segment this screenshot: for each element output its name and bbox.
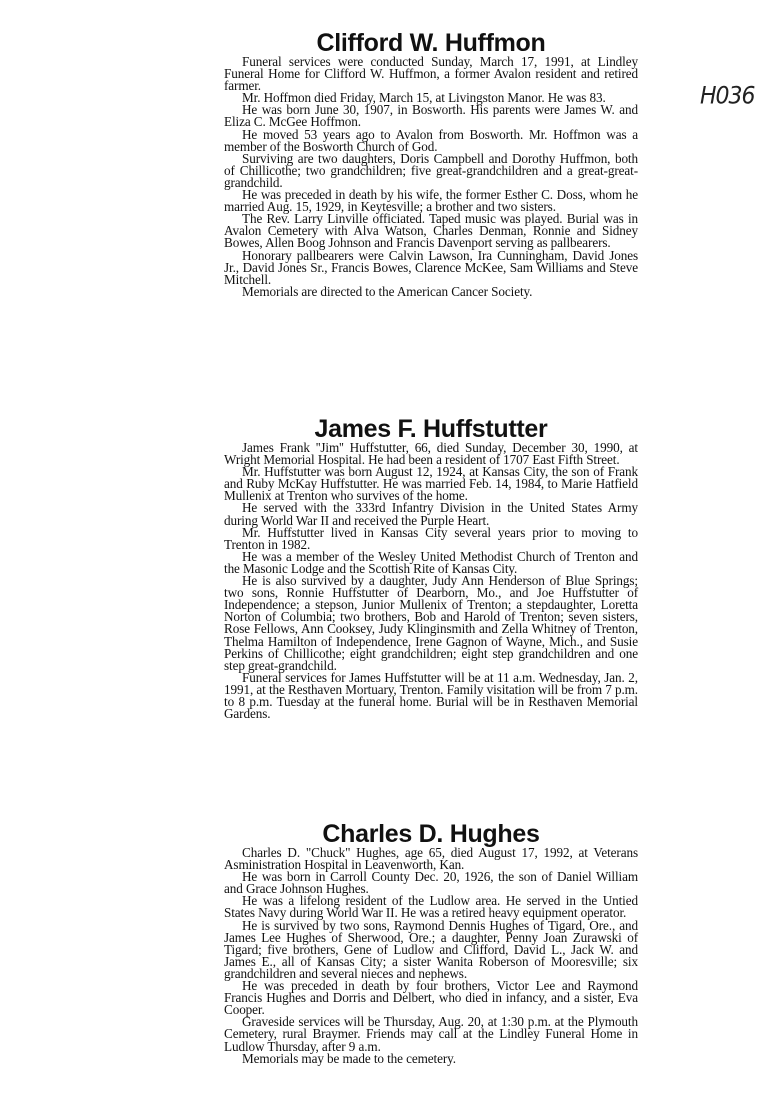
obituary-paragraph: Funeral services for James Huffstutter will be at 11 a.m. Wednesday, Jan. 2, 1991, at the Resthaven Mortuary, Trenton. Family visitation will be from 7 p.m. to 8 p.m. Tuesday at the funeral home. Burial will be in Resthaven Memorial Gardens. <box>224 669 638 722</box>
obituary-body <box>224 847 638 1065</box>
obituary-paragraph: He moved 53 years ago to Avalon from Bosworth. Mr. Hoffmon was a member of the Bosworth Church of God. <box>224 126 638 154</box>
obituary-body <box>224 442 638 720</box>
obituary-title: James F. Huffstutter <box>314 415 548 443</box>
obituary-james-huffstutter <box>224 416 638 720</box>
obituary-paragraph: Funeral services were conducted Sunday, March 17, 1991, at Lindley Funeral Home for Clifford W. Huffmon, a former Avalon resident and retired farmer. <box>224 54 638 94</box>
obituary-paragraph: The Rev. Larry Linville officiated. Taped music was played. Burial was in Avalon Cemetery with Alva Watson, Charles Denman, Ronnie and Sidney Bowes, Allen Boog Johnson and Francis Davenport serving as pallbearers. <box>224 211 638 251</box>
obituary-paragraph: Mr. Hoffmon died Friday, March 15, at Livingston Manor. He was 83. <box>242 90 606 106</box>
obituary-paragraph: He was a lifelong resident of the Ludlow area. He served in the Untied States Navy during World War II. He was a retired heavy equipment operator. <box>224 893 638 921</box>
obituary-paragraph: Mr. Huffstutter was born August 12, 1924, at Kansas City, the son of Frank and Ruby McKay Huffstutter. He was married Feb. 14, 1984, to Marie Hatfield Mullenix at Trenton who survives of the home. <box>224 464 638 504</box>
obituary-paragraph: Memorials may be made to the cemetery. <box>242 1050 456 1066</box>
obituary-paragraph: He was born in Carroll County Dec. 20, 1926, the son of Daniel William and Grace Johnson Hughes. <box>224 869 638 897</box>
obituary-clifford-huffmon <box>224 30 638 298</box>
obituary-paragraph: He is survived by two sons, Raymond Dennis Hughes of Tigard, Ore., and James Lee Hughes of Sherwood, Ore.; a daughter, Penny Joan Zurawski of Tigard; five brothers, Gene of Ludlow and Clifford, David L., Jack W. and James E., all of Kansas City; a sister Wanita Roberson of Mooresville; six grandchildren and several nieces and nephews. <box>224 917 638 981</box>
obituary-paragraph: He was preceded in death by four brothers, Victor Lee and Raymond Francis Hughes and Dorris and Delbert, who died in infancy, and a sister, Eva Cooper. <box>224 978 638 1018</box>
obituary-charles-hughes <box>224 821 638 1065</box>
obituary-paragraph: Surviving are two daughters, Doris Campbell and Dorothy Huffmon, both of Chillicothe; two grandchildren; five great-grandchildren and a great-great-grandchild. <box>224 150 638 190</box>
obituary-paragraph: He was preceded in death by his wife, the former Esther C. Doss, whom he married Aug. 15, 1929, in Keytesville; a brother and two sisters. <box>224 187 638 215</box>
obituary-paragraph: He was a member of the Wesley United Methodist Church of Trenton and the Masonic Lodge and the Scottish Rite of Kansas City. <box>224 548 638 576</box>
handwritten-annotation: H036 <box>700 82 755 111</box>
obituary-paragraph: Memorials are directed to the American Cancer Society. <box>242 283 533 299</box>
obituary-paragraph: Charles D. "Chuck" Hughes, age 65, died August 17, 1992, at Veterans Asministration Hospital in Leavenworth, Kan. <box>224 845 638 873</box>
obituary-paragraph: Graveside services will be Thursday, Aug. 20, at 1:30 p.m. at the Plymouth Cemetery, rural Braymer. Friends may call at the Lindley Funeral Home in Ludlow Thursday, after 9 a.m. <box>224 1014 638 1054</box>
obituary-paragraph: He served with the 333rd Infantry Division in the United States Army during World War II and received the Purple Heart. <box>224 500 638 528</box>
obituary-paragraph: James Frank ''Jim'' Huffstutter, 66, died Sunday, December 30, 1990, at Wright Memorial Hospital. He had been a resident of 1707 East Fifth Street. <box>224 440 638 468</box>
obituary-paragraph: Honorary pallbearers were Calvin Lawson, Ira Cunningham, David Jones Jr., David Jones Sr., Francis Bowes, Clarence McKee, Sam Williams and Steve Mitchell. <box>224 247 638 287</box>
obituary-title: Clifford W. Huffmon <box>316 29 546 57</box>
obituary-title: Charles D. Hughes <box>322 820 540 848</box>
obituary-paragraph: He is also survived by a daughter, Judy Ann Henderson of Blue Springs; two sons, Ronnie Huffstutter of Dearborn, Mo., and Joe Huffstutter of Independence; a stepson, Junior Mullenix of Trenton; a stepdaughter, Loretta Norton of Columbia; two brothers, Bob and Harold of Trenton; seven sisters, Rose Fellows, Ann Cooksey, Judy Klinginsmith and Zella Whitney of Trenton, Thelma Hamilton of Independence, Irene Gagnon of Wayne, Mich., and Susie Perkins of Chillicothe; eight grandchildren; eight step grandchildren and one step great-grandchild. <box>224 573 638 673</box>
obituary-body <box>224 56 638 298</box>
obituary-paragraph: Mr. Huffstutter lived in Kansas City several years prior to moving to Trenton in 1982. <box>224 524 638 552</box>
obituary-paragraph: He was born June 30, 1907, in Bosworth. His parents were James W. and Eliza C. McGee Hoffmon. <box>224 102 638 130</box>
